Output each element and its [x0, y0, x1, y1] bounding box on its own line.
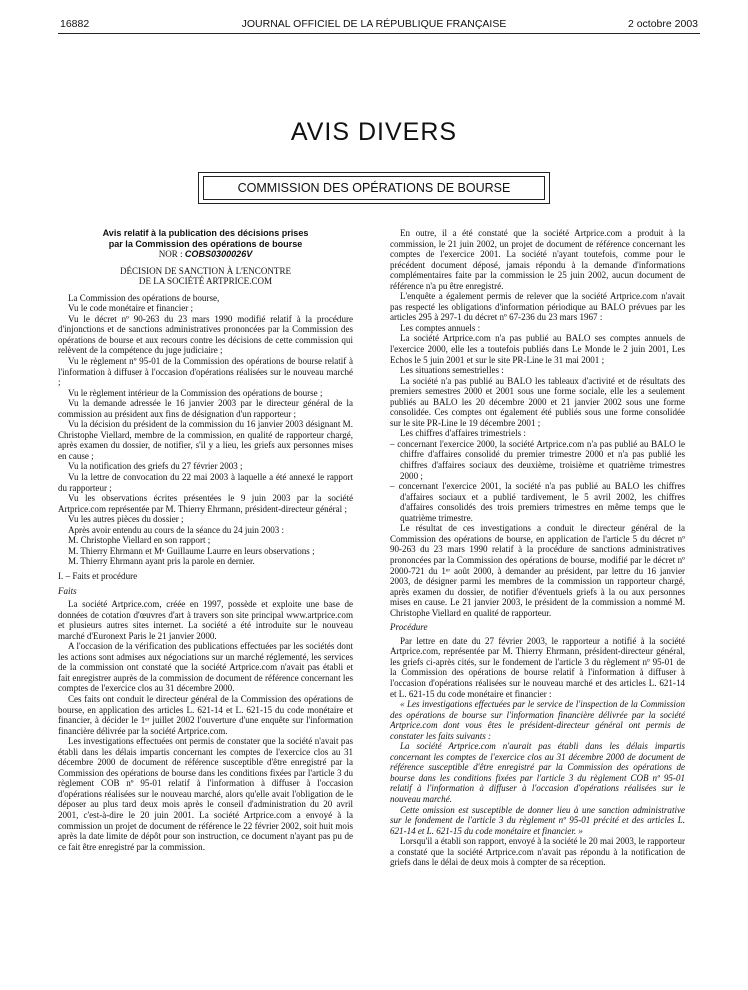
page-number: 16882: [60, 18, 90, 30]
paragraph: Par lettre en date du 27 février 2003, le rapporteur a notifié à la société Artprice.com, représentée par M. Thierry Ehrmann, président-directeur général, les griefs ci-après cités, sur le fondement de l'article 3 du règlement nº 95-01 de la Commission des opérations de bourse relatif à l'information à diffuser à l'occasion d'opérations réalisées sur le nouveau marché et des articles L. 621-14 et L. 621-15 du code monétaire et financier :: [390, 635, 685, 699]
paragraph: Vu la décision du président de la commission du 16 janvier 2003 désignant M. Christophe Viellard, membre de la commission, en qualité de rapporteur chargé, après examen du dossier, de notifier, s'il y a lieu, les griefs aux personnes mises en cause ;: [58, 419, 353, 461]
paragraph: Les situations semestrielles :: [400, 365, 504, 376]
section-title: AVIS DIVERS: [290, 118, 458, 146]
paragraph: Vu le règlement nº 95-01 de la Commission des opérations de bourse relatif à l'information à diffuser à l'occasion d'opérations réalisées sur le nouveau marché ;: [58, 356, 353, 388]
nor-code: COBS0300026V: [184, 249, 253, 260]
paragraph: Vu les observations écrites présentées le 9 juin 2003 par la société Artprice.com représentée par M. Thierry Ehrmann, président-directeur général ;: [58, 493, 353, 514]
paragraph: M. Thierry Ehrmann ayant pris la parole en dernier.: [68, 556, 255, 567]
notice-title-line1: Avis relatif à la publication des décisions prises: [102, 228, 309, 238]
header-rule: [58, 33, 700, 34]
decision-title-line1: DÉCISION DE SANCTION À L'ENCONTRE: [120, 265, 291, 276]
paragraph: Vu le règlement intérieur de la Commission des opérations de bourse ;: [68, 387, 323, 398]
nor-label: NOR :: [158, 249, 183, 260]
paragraph: La société Artprice.com n'a pas publié au BALO ses comptes annuels de l'exercice 2000, elle les a toutefois publiés dans Le Monde le 2 juin 2001, Les Echos le 5 juin 2001 et sur le site PR-Line le 31 mai 2001 ;: [390, 333, 685, 365]
paragraph: M. Christophe Viellard en son rapport ;: [68, 535, 211, 546]
paragraph: La société Artprice.com, créée en 1997, possède et exploite une base de données de cotation d'œuvres d'art à travers son site principal www.artprice.com et plusieurs autres sites internet. La société a été introduite sur le nouveau marché d'Euronext Paris le 21 janvier 2000.: [58, 599, 353, 641]
quoted-paragraph: Cette omission est susceptible de donner lieu à une sanction administrative sur le fondement de l'article 3 du règlement nº 95-01 précité et des articles L. 621-14 et L. 621-15 du code monétaire et financier. »: [390, 804, 685, 836]
left-column: [58, 228, 353, 852]
paragraph: Ces faits ont conduit le directeur général de la Commission des opérations de bourse, en application des articles L. 621-14 et L. 621-15 du code monétaire et financier, à décider le 1ᵉʳ juillet 2002 l'ouverture d'une enquête sur l'information financière délivrée par la société Artprice.com.: [58, 693, 353, 736]
paragraph: Vu les autres pièces du dossier ;: [68, 514, 184, 525]
preamble: [58, 293, 353, 567]
faits-body: [58, 599, 353, 852]
commission-box: [198, 172, 550, 204]
paragraph: Vu la lettre de convocation du 22 mai 2003 à laquelle a été annexé le rapport du rapporteur ;: [58, 472, 353, 493]
list-item: – concernant l'exercice 2000, la société Artprice.com n'a pas publié au BALO le chiffre d'affaires consolidé du premier trimestre 2000 et n'a pas publié les chiffres d'affaires sociaux des deuxième, troisième et quatrième trimestres 2000 ;: [390, 438, 685, 481]
subheading-procedure: Procédure: [390, 622, 428, 633]
decision-title-line2: DE LA SOCIÉTÉ ARTPRICE.COM: [138, 276, 273, 287]
paragraph: L'enquête a également permis de relever que la société Artprice.com n'avait pas respecté les obligations d'information périodique au BALO prévues par les articles 295 à 297-1 du décret nº 67-236 du 23 mars 1967 :: [390, 291, 685, 323]
paragraph: A l'occasion de la vérification des publications effectuées par les sociétés dont les actions sont admises aux négociations sur un marché réglementé, les services de la commission ont constaté que la société Artprice.com n'avait pas établi et fait enregistrer auprès de la commission de document de référence concernant les comptes de l'exercice clos au 31 décembre 2000.: [58, 641, 353, 694]
subheading-faits: Faits: [58, 585, 77, 596]
paragraph: Vu le code monétaire et financier ;: [68, 303, 194, 314]
publication-date: 2 octobre 2003: [627, 18, 698, 30]
quoted-paragraph: La société Artprice.com n'aurait pas établi dans les délais impartis concernant les comptes de l'exercice clos au 31 décembre 2000 de document de référence susceptible d'être enregistré par la Commission des opérations de bourse dans les conditions fixées par l'article 3 du règlement COB nº 95-01 relatif à l'information à diffuser à l'occasion d'opérations réalisées sur le nouveau marché.: [390, 741, 685, 804]
paragraph: La Commission des opérations de bourse,: [68, 292, 220, 303]
paragraph: Les comptes annuels :: [400, 322, 481, 333]
paragraph: Lorsqu'il a établi son rapport, envoyé à la société le 20 mai 2003, le rapporteur a constaté que la société Artprice.com n'avait pas répondu à la notification de griefs dans le délai de deux mois à compter de sa réception.: [390, 836, 685, 868]
right-column: [390, 228, 685, 868]
paragraph: En outre, il a été constaté que la société Artprice.com a produit à la commission, le 21 juin 2002, un projet de document de référence concernant les comptes de l'exercice 2001. La société n'ayant toutefois, comme pour le précédent document déposé, jamais répondu à la demande d'informations complémentaires faite par la commission le 25 juin 2002, aucun document de référence n'a pu être enregistré.: [390, 228, 685, 291]
paragraph: Après avoir entendu au cours de la séance du 24 juin 2003 :: [68, 524, 285, 535]
commission-title: COMMISSION DES OPÉRATIONS DE BOURSE: [203, 176, 545, 200]
paragraph: La société n'a pas publié au BALO les tableaux d'activité et de résultats des premiers semestres 2000 et 2001 sous une forme sociale, elle les a seulement publiés au BALO les 20 décembre 2000 et 21 janvier 2002 sous une forme consolidée. Ces comptes ont également été publiés sous une forme consolidée sur le site PR-Line le 19 décembre 2001 ;: [390, 375, 685, 428]
paragraph: Vu la notification des griefs du 27 février 2003 ;: [68, 461, 243, 472]
journal-title: JOURNAL OFFICIEL DE LA RÉPUBLIQUE FRANÇAISE: [241, 18, 507, 30]
paragraph: Les chiffres d'affaires trimestriels :: [400, 428, 526, 439]
paragraph: Les investigations effectuées ont permis de constater que la société n'avait pas établi dans les délais impartis concernant les comptes de l'exercice clos au 31 décembre 2000 de document de référence susceptible d'être enregistré par la Commission des opérations de bourse dans les conditions fixées par l'article 3 du règlement COB nº 95-01 relatif à l'information à diffuser à l'occasion d'opérations réalisées sur le nouveau marché, alors qu'elle avait l'obligation de le déposer au plus tard deux mois après le conseil d'administration du 20 avril 2001, c'est-à-dire le 20 juin 2001. La société Artprice.com a envoyé à la commission un projet de document de référence le 22 février 2002, soit huit mois après la date limite de dépôt pour son instruction, ce document n'ayant pas pu de ce fait être enregistré par la commission.: [58, 736, 353, 852]
notice-title-line2: par la Commission des opérations de bourse: [108, 238, 303, 249]
nor-reference: [58, 249, 353, 260]
paragraph: Vu la demande adressée le 16 janvier 2003 par le directeur général de la commission au président aux fins de désignation d'un rapporteur ;: [58, 398, 353, 419]
quoted-paragraph: « Les investigations effectuées par le service de l'inspection de la Commission des opérations de bourse sur l'information financière délivrée par la société Artprice.com dont vous êtes le président-directeur général ont permis de constater les faits suivants :: [390, 699, 685, 741]
paragraph: Vu le décret nº 90-263 du 23 mars 1990 modifié relatif à la procédure d'injonctions et de sanctions administratives prononcées par la Commission des opérations de bourse et aux recours contre les décisions de cette commission qui relèvent de la compétence du juge judiciaire ;: [58, 313, 353, 356]
paragraph: M. Thierry Ehrmann et Mᵉ Guillaume Laurre en leurs observations ;: [68, 545, 315, 556]
list-item: – concernant l'exercice 2001, la société n'a pas publié au BALO les chiffres d'affaires sociaux et a publié tardivement, le 5 avril 2002, les chiffres d'affaires consolidés des trois premiers trimestres en même temps que le quatrième trimestre.: [390, 481, 685, 523]
paragraph: Le résultat de ces investigations a conduit le directeur général de la Commission des opérations de bourse, en application de l'article 5 du décret nº 90-263 du 23 mars 1990 relatif à la procédure de sanctions administratives prononcées par la Commission des opérations de bourse, modifié par le décret nº 2000-721 du 1ᵉʳ août 2000, à demander au président, par lettre du 16 janvier 2003, de désigner parmi les membres de la commission un rapporteur chargé, après examen du dossier, de notifier d'éventuels griefs à la ou aux personnes mises en cause. Le 21 janvier 2003, le président de la commission a nommé M. Christophe Viellard en qualité de rapporteur.: [390, 523, 685, 618]
section-heading: I. – Faits et procédure: [58, 570, 138, 581]
